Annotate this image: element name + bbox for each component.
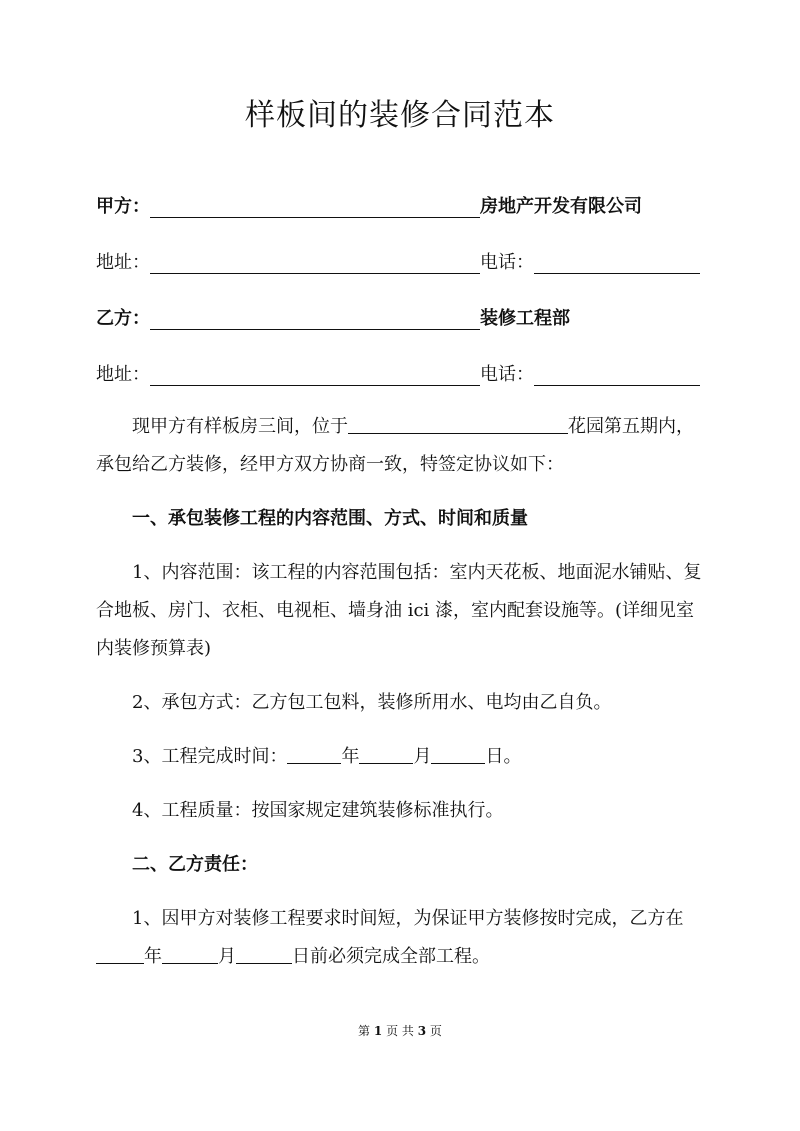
footer-post: 页 (429, 1024, 442, 1038)
section2-heading: 二、乙方责任： (132, 854, 258, 875)
intro-paragraph (96, 408, 704, 484)
intro-part1: 现甲方有样板房三间，位于 (132, 416, 348, 437)
address-a-label: 地址： (96, 252, 150, 273)
section1-item3 (96, 738, 704, 776)
garden-blank (348, 415, 568, 434)
party-b-suffix: 装修工程部 (480, 308, 570, 329)
address-b-label: 地址： (96, 364, 150, 385)
phone-a-label: 电话： (480, 252, 534, 273)
document-title: 样板间的装修合同范本 (245, 98, 555, 133)
party-b-blank (150, 309, 480, 330)
phone-b-blank (534, 365, 700, 386)
intro-part2: 花园第五期内，承包给乙方装修，经甲方双方协商一致，特签定协议如下： (96, 416, 694, 475)
address-a-blank (150, 253, 480, 274)
phone-a-blank (534, 253, 700, 274)
party-b-label: 乙方： (96, 308, 150, 329)
footer-mid: 页 共 (386, 1024, 414, 1038)
address-b-blank (150, 365, 480, 386)
item3-year: 年 (341, 746, 360, 767)
item3-month: 月 (413, 746, 432, 767)
s2-year-blank (96, 945, 144, 964)
footer-pre: 第 (358, 1024, 371, 1038)
item3-prefix: 3、工程完成时间： (132, 746, 288, 767)
s2-day-blank (236, 945, 292, 964)
section1-heading: 一、承包装修工程的内容范围、方式、时间和质量 (132, 508, 528, 529)
section1-item4: 4、工程质量：按国家规定建筑装修标准执行。 (132, 800, 504, 821)
s2-item1-year: 年 (144, 946, 162, 967)
party-a-label: 甲方： (96, 196, 150, 217)
s2-month-blank (162, 945, 218, 964)
s2-item1-month: 月 (218, 946, 236, 967)
party-a-row (96, 192, 704, 218)
party-a-suffix: 房地产开发有限公司 (480, 196, 642, 217)
item3-day: 日。 (485, 746, 522, 767)
section1-item2: 2、承包方式：乙方包工包料，装修所用水、电均由乙自负。 (132, 692, 612, 713)
footer-page-number: 1 (373, 1024, 383, 1038)
phone-b-label: 电话： (480, 364, 534, 385)
section2-item1 (96, 900, 704, 976)
page-footer (0, 1022, 800, 1039)
address-a-row (96, 248, 704, 274)
party-b-row (96, 304, 704, 330)
address-b-row (96, 360, 704, 386)
s2-item1-prefix: 1、因甲方对装修工程要求时间短，为保证甲方装修按时完成，乙方在 (132, 908, 684, 929)
day-blank (431, 745, 485, 764)
year-blank (287, 745, 341, 764)
section1-item1: 1、内容范围：该工程的内容范围包括：室内天花板、地面泥水铺贴、复合地板、房门、衣柜、电视柜、墙身油 ici 漆，室内配套设施等。(详细见室内装修预算表) (96, 562, 702, 659)
party-a-blank (150, 197, 480, 218)
footer-total-pages: 3 (417, 1024, 427, 1038)
month-blank (359, 745, 413, 764)
s2-item1-rest: 日前必须完成全部工程。 (292, 946, 490, 967)
